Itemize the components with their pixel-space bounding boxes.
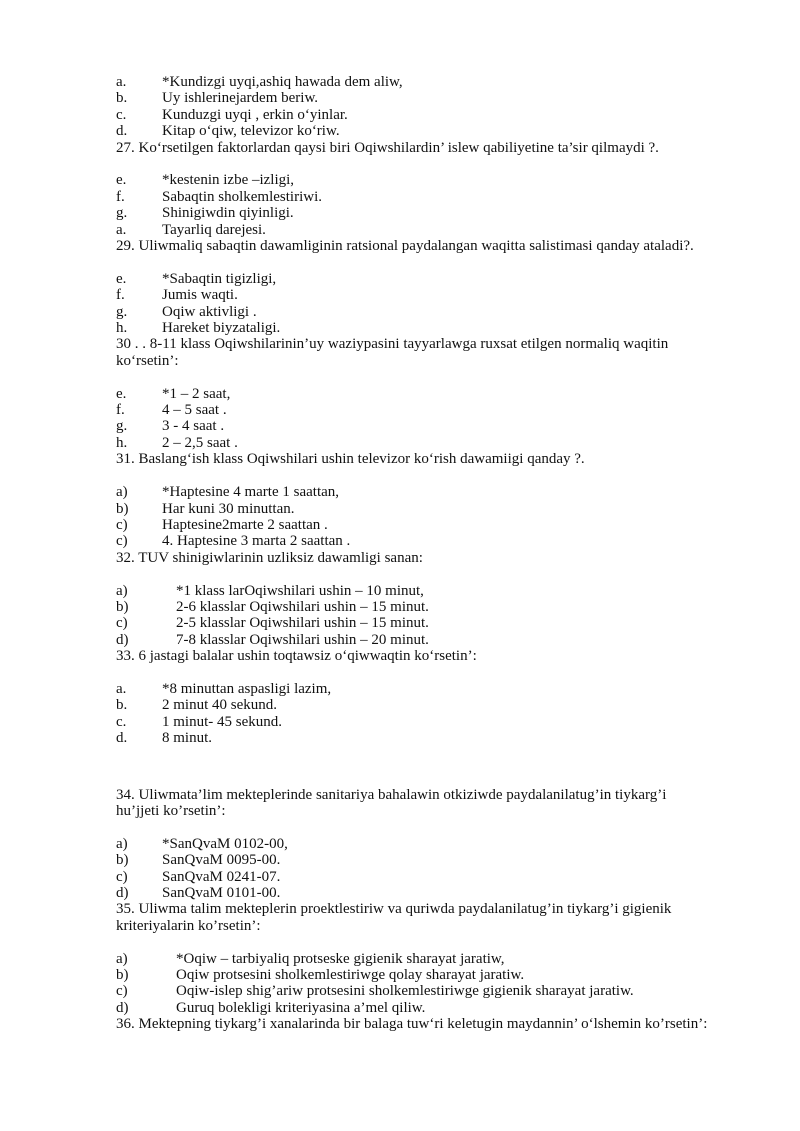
- option-letter: d.: [116, 123, 128, 140]
- answer-option: [116, 533, 710, 549]
- option-letter: a): [116, 484, 128, 501]
- option-letter: g.: [116, 303, 128, 320]
- spacer: [116, 156, 710, 172]
- option-text: 4 – 5 saat .: [162, 402, 227, 419]
- answer-option: [116, 501, 710, 517]
- option-text: Oqiw-islep shig’ariw protsesini sholkemlestiriwge gigienik sharayat jaratiw.: [176, 983, 634, 1000]
- option-letter: c): [116, 533, 128, 550]
- answer-options: [116, 172, 710, 238]
- question-text: 33. 6 jastagi balalar ushin toqtawsiz o‘qiwwaqtin ko‘rsetin’:: [116, 648, 477, 665]
- option-letter: b): [116, 967, 129, 983]
- answer-option: [116, 189, 710, 205]
- option-letter: c): [116, 516, 128, 533]
- answer-option: [116, 271, 710, 287]
- option-letter: d): [116, 631, 129, 648]
- option-text: *SanQvaM 0102-00,: [162, 835, 288, 852]
- answer-option: [116, 599, 710, 615]
- answer-option: [116, 714, 710, 730]
- question-text: 34. Uliwmata’lim mekteplerinde sanitariya bahalawin otkiziwde paydalanilatug’in tiykarg’i hu’jjeti ko’rsetin’:: [116, 786, 667, 819]
- option-letter: e.: [116, 385, 127, 402]
- option-text: *Kundizgi uyqi,ashiq hawada dem aliw,: [162, 74, 403, 90]
- option-text: Oqiw protsesini sholkemlestiriwge qolay sharayat jaratiw.: [176, 967, 525, 983]
- option-letter: a.: [116, 680, 127, 697]
- answer-option: [116, 222, 710, 238]
- answer-option: [116, 697, 710, 713]
- option-text: Kitap o‘qiw, televizor ko‘riw.: [162, 123, 340, 140]
- answer-options: [116, 386, 710, 452]
- answer-options: [116, 836, 710, 902]
- answer-option: [116, 852, 710, 868]
- answer-options: [116, 74, 710, 140]
- option-letter: c.: [116, 106, 127, 123]
- answer-option: [116, 90, 710, 106]
- option-text: SanQvaM 0241-07.: [162, 868, 281, 885]
- option-letter: a): [116, 835, 128, 852]
- option-letter: e.: [116, 270, 127, 287]
- answer-option: [116, 967, 710, 983]
- option-text: *Oqiw – tarbiyaliq protseske gigienik sharayat jaratiw,: [176, 950, 505, 967]
- answer-option: [116, 402, 710, 418]
- option-letter: b.: [116, 90, 128, 107]
- answer-option: [116, 205, 710, 221]
- answer-option: [116, 123, 710, 139]
- option-text: *kestenin izbe –izligi,: [162, 172, 295, 189]
- option-text: SanQvaM 0095-00.: [162, 852, 281, 869]
- option-letter: e.: [116, 172, 127, 189]
- question-text: 27. Ko‘rsetilgen faktorlardan qaysi biri Oqiwshilardin’ islew qabiliyetine ta’sir qilmaydi ?.: [116, 139, 659, 156]
- answer-option: [116, 1000, 710, 1016]
- spacer: [116, 566, 710, 582]
- option-text: *Haptesine 4 marte 1 saattan,: [162, 484, 340, 501]
- answer-option: [116, 386, 710, 402]
- option-letter: d.: [116, 730, 128, 747]
- option-text: *8 minuttan aspasligi lazim,: [162, 680, 332, 697]
- answer-option: [116, 885, 710, 901]
- option-letter: a.: [116, 74, 127, 90]
- option-letter: f.: [116, 287, 125, 304]
- option-letter: b): [116, 852, 129, 869]
- option-text: SanQvaM 0101-00.: [162, 884, 281, 901]
- spacer: [116, 254, 710, 270]
- answer-option: [116, 951, 710, 967]
- question-text: 36. Mektepning tiykarg’i xanalarinda bir balaga tuw‘ri keletugin maydannin’ o‘lshemin ko’rsetin’:: [116, 1016, 708, 1033]
- question-text: 31. Baslang‘ish klass Oqiwshilari ushin televizor ko‘rish dawamiigi qanday ?.: [116, 451, 585, 468]
- option-text: Hareket biyzataligi.: [162, 320, 281, 337]
- spacer: [116, 1033, 710, 1049]
- option-text: Kunduzgi uyqi , erkin o‘yinlar.: [162, 106, 348, 123]
- option-text: *Sabaqtin tigizligi,: [162, 270, 277, 287]
- option-text: 2 minut 40 sekund.: [162, 697, 277, 714]
- option-text: 4. Haptesine 3 marta 2 saattan .: [162, 533, 351, 550]
- option-text: Haptesine2marte 2 saattan .: [162, 516, 328, 533]
- answer-option: [116, 632, 710, 648]
- option-letter: b): [116, 500, 129, 517]
- option-text: 7-8 klasslar Oqiwshilari ushin – 20 minut.: [176, 631, 429, 648]
- option-letter: f.: [116, 188, 125, 205]
- answer-options: [116, 951, 710, 1017]
- spacer: [116, 369, 710, 385]
- answer-options: [116, 681, 710, 747]
- spacer: [116, 665, 710, 681]
- answer-option: [116, 869, 710, 885]
- answer-option: [116, 435, 710, 451]
- option-letter: a.: [116, 221, 127, 238]
- spacer: [116, 747, 710, 787]
- option-letter: c): [116, 868, 128, 885]
- answer-option: [116, 681, 710, 697]
- answer-options: [116, 271, 710, 337]
- option-text: Har kuni 30 minuttan.: [162, 500, 295, 517]
- answer-option: [116, 615, 710, 631]
- answer-option: [116, 304, 710, 320]
- answer-option: [116, 287, 710, 303]
- question-text: 32. TUV shinigiwlarinin uzliksiz dawamligi sanan:: [116, 549, 423, 566]
- option-text: Jumis waqti.: [162, 287, 238, 304]
- option-text: Oqiw aktivligi .: [162, 303, 257, 320]
- option-text: *1 – 2 saat,: [162, 385, 231, 402]
- option-letter: h.: [116, 434, 128, 451]
- spacer: [116, 468, 710, 484]
- option-text: 2-6 klasslar Oqiwshilari ushin – 15 minut.: [176, 598, 429, 615]
- option-text: Guruq bolekligi kriteriyasina a’mel qiliw.: [176, 999, 426, 1016]
- option-letter: b.: [116, 697, 128, 714]
- option-text: Shinigiwdin qiyinligi.: [162, 205, 294, 222]
- question-text: 30 . . 8-11 klass Oqiwshilarinin’uy waziypasini tayyarlawga ruxsat etilgen normaliq waqitin ko‘rsetin’:: [116, 336, 669, 369]
- option-letter: c): [116, 615, 128, 632]
- option-text: Sabaqtin sholkemlestiriwi.: [162, 188, 322, 205]
- option-text: Uy ishlerinejardem beriw.: [162, 90, 319, 107]
- option-text: 2 – 2,5 saat .: [162, 434, 238, 451]
- answer-option: [116, 836, 710, 852]
- answer-option: [116, 983, 710, 999]
- answer-option: [116, 172, 710, 188]
- option-letter: g.: [116, 205, 128, 222]
- option-letter: d): [116, 999, 129, 1016]
- option-letter: b): [116, 598, 129, 615]
- option-letter: c): [116, 983, 128, 1000]
- option-text: *1 klass larOqiwshilari ushin – 10 minut,: [176, 582, 424, 599]
- option-letter: g.: [116, 418, 128, 435]
- option-text: 3 - 4 saat .: [162, 418, 225, 435]
- question-text: 35. Uliwma talim mekteplerin proektlestiriw va quriwda paydalanilatug’in tiykarg’i gigienik kriteriyalarin ko’rsetin’:: [116, 901, 672, 934]
- option-letter: f.: [116, 402, 125, 419]
- option-text: Tayarliq darejesi.: [162, 221, 266, 238]
- answer-option: [116, 320, 710, 336]
- answer-option: [116, 418, 710, 434]
- spacer: [116, 934, 710, 950]
- option-letter: a): [116, 950, 128, 967]
- answer-options: [116, 583, 710, 649]
- option-text: 8 minut.: [162, 730, 213, 747]
- option-letter: h.: [116, 320, 128, 337]
- answer-option: [116, 730, 710, 746]
- answer-option: [116, 484, 710, 500]
- answer-option: [116, 74, 710, 90]
- answer-option: [116, 517, 710, 533]
- option-letter: c.: [116, 713, 127, 730]
- answer-option: [116, 107, 710, 123]
- option-letter: a): [116, 582, 128, 599]
- option-letter: d): [116, 884, 129, 901]
- option-text: 1 minut- 45 sekund.: [162, 713, 282, 730]
- option-text: 2-5 klasslar Oqiwshilari ushin – 15 minut.: [176, 615, 429, 632]
- answer-option: [116, 583, 710, 599]
- question-text: 29. Uliwmaliq sabaqtin dawamliginin ratsional paydalangan waqitta salistimasi qanday ataladi?.: [116, 238, 694, 255]
- answer-options: [116, 484, 710, 550]
- spacer: [116, 819, 710, 835]
